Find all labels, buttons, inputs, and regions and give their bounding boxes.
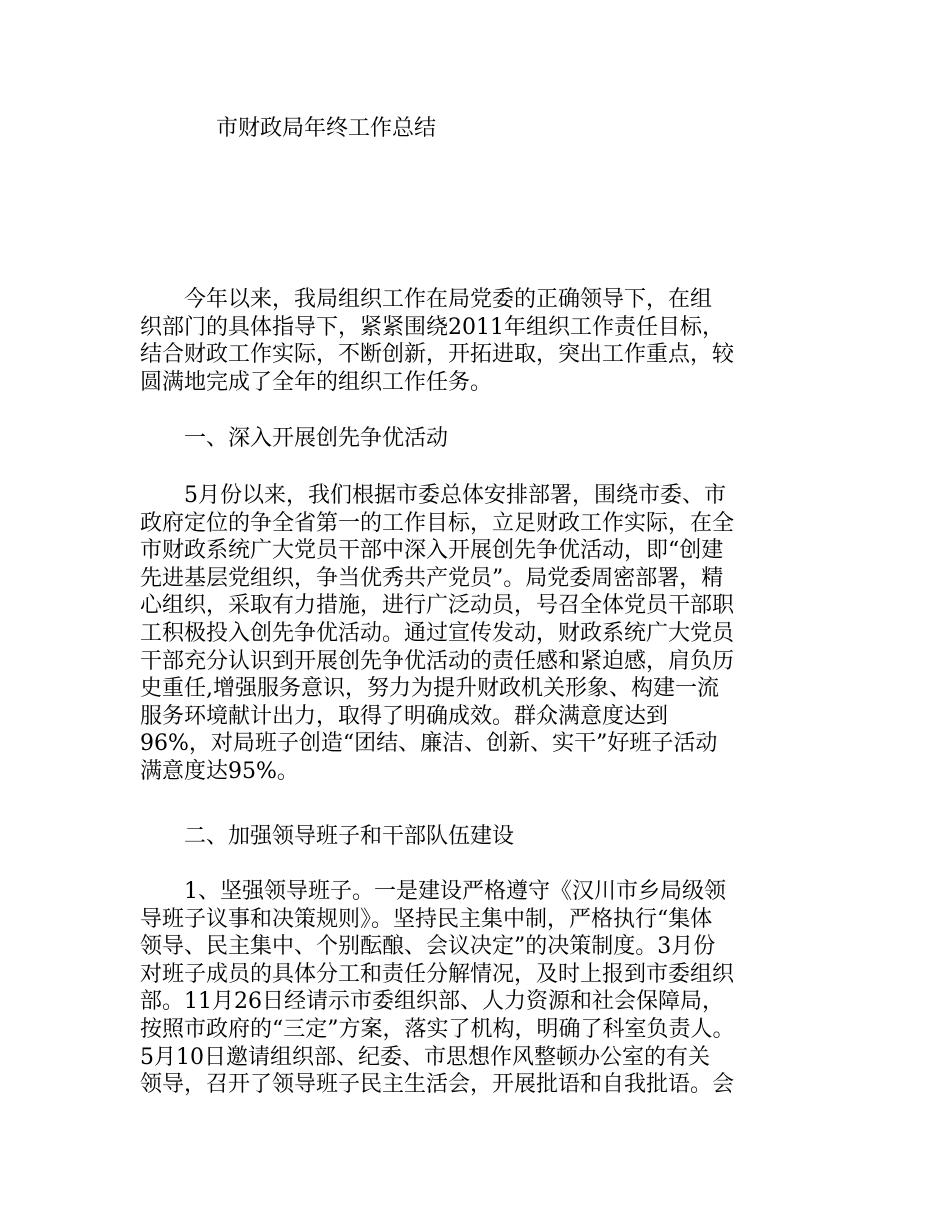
paragraph-line: 心组织，采取有力措施，进行广泛动员，号召全体党员干部职 (140, 593, 735, 619)
paragraph-line: 织部门的具体指导下，紧紧围绕2011年组织工作责任目标， (140, 314, 724, 340)
section2-heading: 二、加强领导班子和干部队伍建设 (140, 824, 515, 849)
paragraph-line: 领导、民主集中、个别酝酿、会议决定”的决策制度。3月份 (140, 934, 716, 960)
paragraph-line: 今年以来，我局组织工作在局党委的正确领导下，在组 (140, 287, 713, 312)
paragraph-line: 圆满地完成了全年的组织工作任务。 (140, 369, 493, 395)
paragraph-line: 结合财政工作实际，不断创新，开拓进取，突出工作重点，较 (140, 342, 735, 368)
paragraph-line: 导班子议事和决策规则》。坚持民主集中制，严格执行“集体 (140, 906, 713, 932)
intro-paragraph (140, 286, 840, 396)
section2-paragraph (140, 878, 840, 1099)
paragraph-line: 领导，召开了领导班子民主生活会，开展批语和自我批语。会 (140, 1072, 735, 1098)
document-title: 市财政局年终工作总结 (216, 116, 437, 141)
paragraph-line: 5月10日邀请组织部、纪委、市思想作风整顿办公室的有关 (140, 1044, 710, 1070)
paragraph-line: 96%，对局班子创造“团结、廉洁、创新、实干”好班子活动 (140, 731, 718, 757)
section-heading (140, 822, 840, 852)
paragraph-line: 5月份以来，我们根据市委总体安排部署，围绕市委、市 (140, 483, 726, 508)
paragraph-line: 政府定位的争全省第一的工作目标，立足财政工作实际，在全 (140, 510, 735, 536)
paragraph-line: 先进基层党组织，争当优秀共产党员”。局党委周密部署，精 (140, 565, 724, 591)
paragraph-line: 干部充分认识到开展创先争优活动的责任感和紧迫感，肩负历 (140, 648, 735, 674)
paragraph-line: 对班子成员的具体分工和责任分解情况，及时上报到市委组织 (140, 961, 735, 987)
paragraph-line: 服务环境献计出力，取得了明确成效。群众满意度达到 (140, 703, 669, 729)
paragraph-line: 史重任,增强服务意识，努力为提升财政机关形象、构建一流 (140, 676, 719, 702)
paragraph-line: 按照市政府的“三定”方案，落实了机构，明确了科室负责人。 (140, 1016, 735, 1042)
section1-paragraph (140, 482, 840, 786)
paragraph-line: 部。11月26日经请示市委组织部、人力资源和社会保障局， (140, 989, 724, 1015)
paragraph-line: 市财政系统广大党员干部中深入开展创先争优活动，即“创建 (140, 538, 724, 564)
paragraph-line: 满意度达95%。 (140, 758, 299, 784)
section1-heading: 一、深入开展创先争优活动 (140, 426, 449, 451)
paragraph-line: 工积极投入创先争优活动。通过宣传发动，财政系统广大党员 (140, 620, 735, 646)
paragraph-line: 1、坚强领导班子。一是建设严格遵守《汉川市乡局级领 (140, 879, 726, 904)
section-heading (140, 424, 840, 454)
